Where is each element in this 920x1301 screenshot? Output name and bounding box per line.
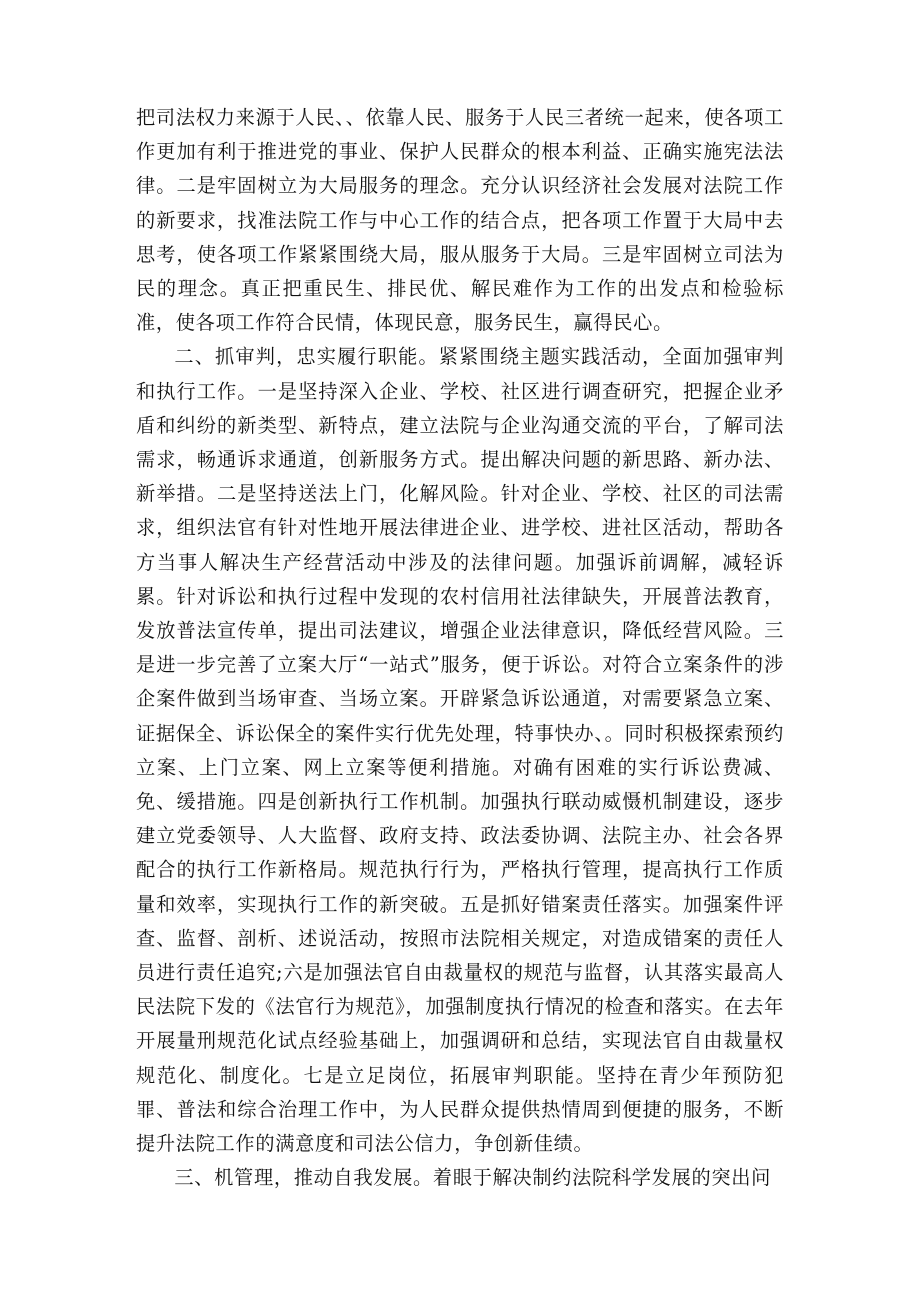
paragraph-2: 二、抓审判，忠实履行职能。紧紧围绕主题实践活动，全面加强审判和执行工作。一是坚持深入企业、学校、社区进行调查研究，把握企业矛盾和纠纷的新类型、新特点，建立法院与企业沟通交流的平台，了解司法需求，畅通诉求通道，创新服务方式。提出解决问题的新思路、新办法、新举措。二是坚持送法上门，化解风险。针对企业、学校、社区的司法需求，组织法官有针对性地开展法律进企业、进学校、进社区活动，帮助各方当事人解决生产经营活动中涉及的法律问题。加强诉前调解，减轻诉累。针对诉讼和执行过程中发现的农村信用社法律缺失，开展普法教育，发放普法宣传单，提出司法建议，增强企业法律意识，降低经营风险。三是进一步完善了立案大厅“一站式”服务，便于诉讼。对符合立案条件的涉企案件做到当场审查、当场立案。开辟紧急诉讼通道，对需要紧急立案、证据保全、诉讼保全的案件实行优先处理，特事快办、。同时积极探索预约立案、上门立案、网上立案等便利措施。对确有困难的实行诉讼费减、免、缓措施。四是创新执行工作机制。加强执行联动威慑机制建设，逐步建立党委领导、人大监督、政府支持、政法委协调、法院主办、社会各界配合的执行工作新格局。规范执行行为，严格执行管理，提高执行工作质量和效率，实现执行工作的新突破。五是抓好错案责任落实。加强案件评查、监督、剖析、述说活动，按照市法院相关规定，对造成错案的责任人员进行责任追究;六是加强法官自由裁量权的规范与监督，认其落实最高人民法院下发的《法官行为规范》，加强制度执行情况的检查和落实。在去年开展量刑规范化试点经验基础上，加强调研和总结，实现法官自由裁量权规范化、制度化。七是立足岗位，拓展审判职能。坚持在青少年预防犯罪、普法和综合治理工作中，为人民群众提供热情周到便捷的服务，不断提升法院工作的满意度和司法公信力，争创新佳绩。 [136, 345, 784, 1156]
paragraph-3: 三、机管理，推动自我发展。着眼于解决制约法院科学发展的突出问 [174, 1166, 772, 1190]
paragraph-1: 把司法权力来源于人民、、依靠人民、服务于人民三者统一起来，使各项工作更加有利于推进党的事业、保护人民群众的根本利益、正确实施宪法法律。二是牢固树立为大局服务的理念。充分认识经济社会发展对法院工作的新要求，找准法院工作与中心工作的结合点，把各项工作置于大局中去思考，使各项工作紧紧围绕大局，服从服务于大局。三是牢固树立司法为民的理念。真正把重民生、排民优、解民难作为工作的出发点和检验标准，使各项工作符合民情，体现民意，服务民生，赢得民心。 [136, 106, 784, 335]
